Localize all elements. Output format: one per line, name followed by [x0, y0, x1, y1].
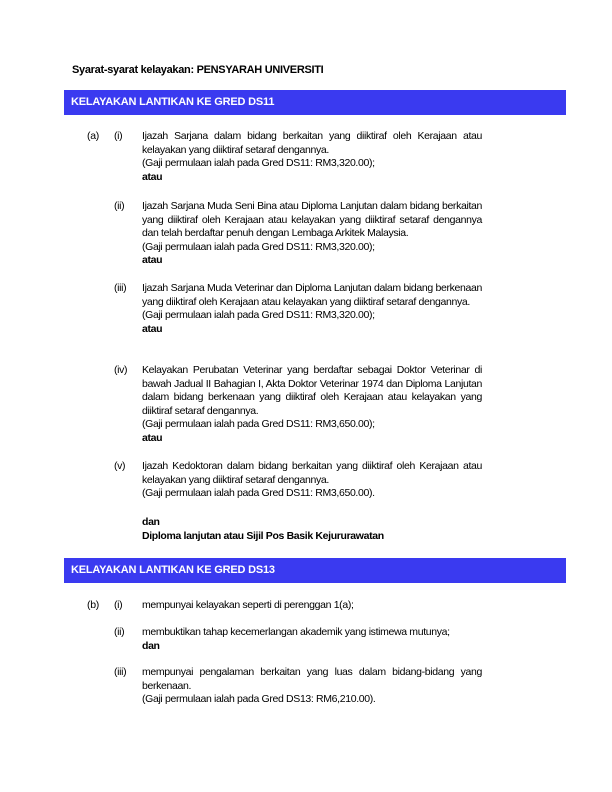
salary-note: (Gaji permulaan ialah pada Gred DS13: RM6,210.00).	[142, 693, 376, 705]
salary-note: (Gaji permulaan ialah pada Gred DS11: RM3,650.00);	[142, 418, 375, 430]
section-heading-ds13: KELAYAKAN LANTIKAN KE GRED DS13	[64, 558, 566, 583]
document-title: Syarat-syarat kelayakan: PENSYARAH UNIVERSITI	[72, 64, 324, 76]
salary-note: (Gaji permulaan ialah pada Gred DS11: RM3,650.00).	[142, 487, 375, 499]
item-text: Ijazah Sarjana dalam bidang berkaitan yang diiktiraf oleh Kerajaan atau kelayakan yang diiktiraf setaraf dengannya.	[142, 130, 482, 156]
item-number: (v)	[114, 460, 126, 472]
list-item	[114, 599, 490, 613]
item-number: (ii)	[114, 626, 125, 638]
conjunction: dan	[142, 516, 160, 528]
item-text: Ijazah Sarjana Muda Seni Bina atau Diploma Lanjutan dalam bidang berkaitan yang diiktiraf oleh Kerajaan atau kelayakan yang diiktiraf setaraf dengannya dan telah berdaftar penuh dengan Lembaga Arkitek Malaysia.	[142, 200, 482, 239]
list-item	[114, 666, 490, 707]
conjunction: atau	[142, 431, 163, 444]
item-number: (iii)	[114, 282, 127, 294]
item-text: mempunyai pengalaman berkaitan yang luas dalam bidang-bidang yang berkenaan.	[142, 666, 482, 692]
item-text: mempunyai kelayakan seperti di perenggan 1(a);	[142, 599, 354, 611]
paragraph-label-a: (a)	[87, 130, 99, 142]
conjunction: dan	[142, 639, 160, 652]
salary-note: (Gaji permulaan ialah pada Gred DS11: RM3,320.00);	[142, 240, 375, 253]
item-text: Kelayakan Perubatan Veterinar yang berdaftar sebagai Doktor Veterinar di bawah Jadual II Bahagian I, Akta Doktor Veterinar 1974 dan Diploma Lanjutan dalam bidang berkenaan yang diiktiraf oleh Kerajaan atau kelayakan yang diiktiraf setaraf dengannya.	[142, 364, 482, 417]
additional-requirement	[142, 516, 482, 543]
item-text: Ijazah Kedoktoran dalam bidang berkaitan yang diiktiraf oleh Kerajaan atau kelayakan yang diiktiraf setaraf dengannya.	[142, 460, 482, 486]
list-item	[114, 130, 490, 184]
section-heading-ds11: KELAYAKAN LANTIKAN KE GRED DS11	[64, 90, 566, 115]
conjunction: atau	[142, 254, 163, 266]
additional-requirement-text: Diploma lanjutan atau Sijil Pos Basik Kejururawatan	[142, 529, 384, 542]
conjunction: atau	[142, 170, 163, 183]
item-text: Ijazah Sarjana Muda Veterinar dan Diploma Lanjutan dalam bidang berkenaan yang diiktiraf oleh Kerajaan atau kelayakan yang diiktiraf setaraf dengannya.	[142, 282, 482, 308]
item-text: membuktikan tahap kecemerlangan akademik yang istimewa mutunya;	[142, 626, 450, 638]
item-number: (i)	[114, 130, 123, 142]
item-number: (iii)	[114, 666, 127, 678]
salary-note: (Gaji permulaan ialah pada Gred DS11: RM3,320.00);	[142, 309, 375, 321]
item-number: (ii)	[114, 200, 125, 212]
item-number: (iv)	[114, 364, 128, 376]
list-item	[114, 364, 490, 445]
list-item	[114, 282, 490, 336]
salary-note: (Gaji permulaan ialah pada Gred DS11: RM3,320.00);	[142, 157, 375, 169]
list-item	[114, 460, 490, 501]
item-number: (i)	[114, 599, 123, 611]
list-item	[114, 200, 490, 268]
paragraph-label-b: (b)	[87, 599, 99, 611]
conjunction: atau	[142, 322, 163, 335]
list-item	[114, 626, 490, 653]
